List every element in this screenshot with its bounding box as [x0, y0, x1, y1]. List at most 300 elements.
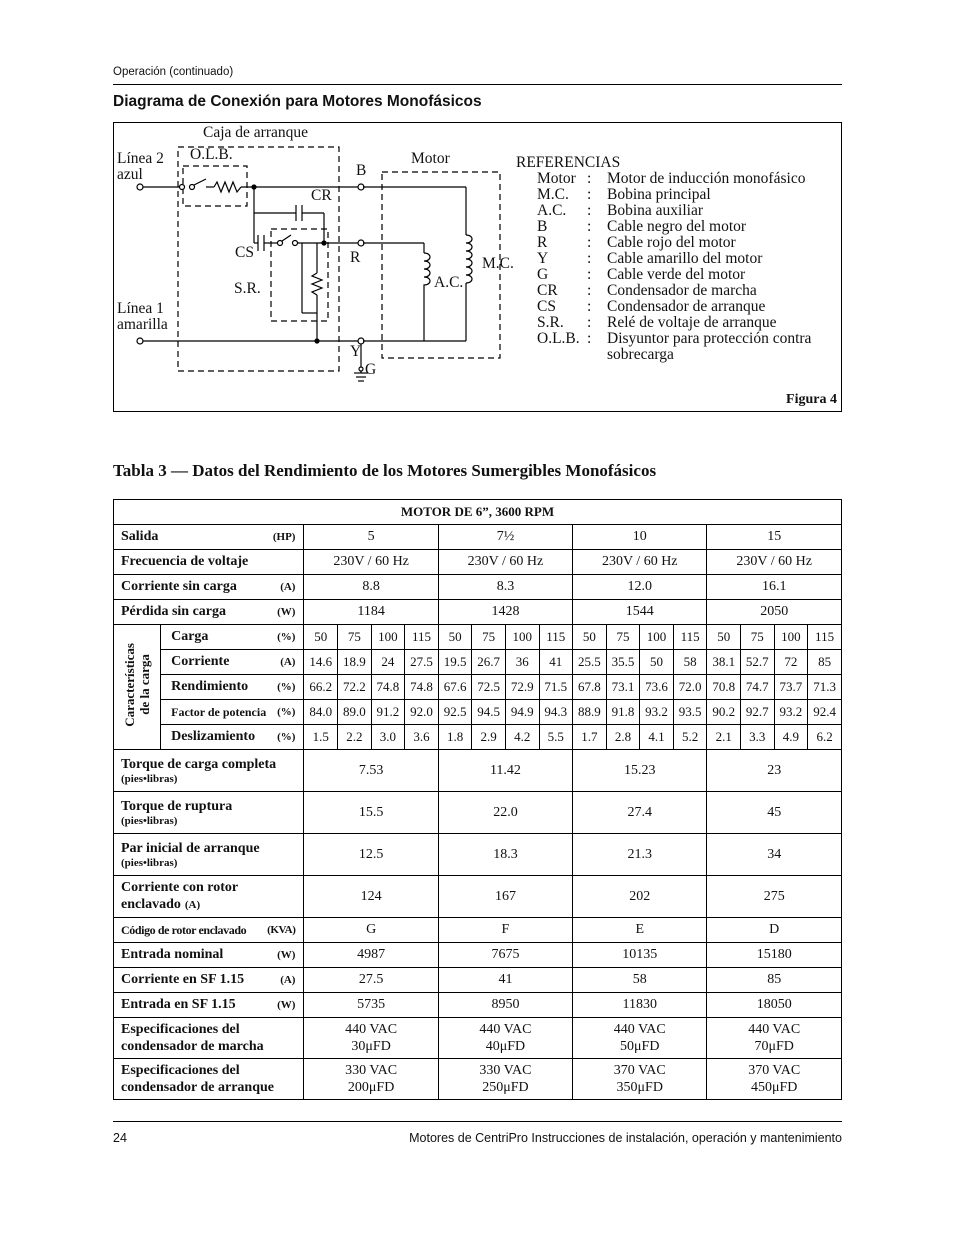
row-unit: (HP) [272, 531, 296, 543]
table-cell: 71.5 [539, 675, 573, 700]
sr-label: S.R. [234, 280, 261, 297]
table-cell [707, 1059, 842, 1100]
cap-capacitance: 250μFD [482, 1080, 529, 1095]
line2-color-label: azul [117, 166, 143, 183]
table-cell [304, 1059, 438, 1100]
table-cell: 6.2 [808, 725, 842, 750]
table-cell: 2.2 [338, 725, 372, 750]
table-cell: 27.5 [304, 968, 438, 993]
row-label [114, 550, 304, 575]
header-rule [113, 84, 842, 85]
row-label-text: Torque de ruptura [121, 798, 233, 814]
table-cell: 50 [573, 625, 607, 650]
cap-capacitance: 50μFD [620, 1039, 660, 1054]
load-group-line-1: Características [122, 642, 138, 727]
load-group-label [114, 625, 161, 750]
table-cell: 1.8 [438, 725, 472, 750]
table-row [114, 700, 842, 725]
cap-voltage: 330 VAC [479, 1063, 532, 1078]
table-cell: 91.2 [371, 700, 405, 725]
table-cell: 2050 [707, 600, 842, 625]
table-cell: 58 [573, 968, 707, 993]
reference-item [516, 187, 837, 203]
table-cell: 3.6 [405, 725, 439, 750]
row-label [114, 750, 304, 792]
reference-colon: : [587, 330, 592, 347]
table-cell: 50 [304, 625, 338, 650]
motor-label: Motor [411, 150, 450, 167]
table-row [114, 968, 842, 993]
table-cell: 15.23 [573, 750, 707, 792]
row-label-text: Especificaciones del [121, 1063, 240, 1078]
row-label-text-2: condensador de marcha [121, 1039, 264, 1054]
table-cell: 230V / 60 Hz [438, 550, 572, 575]
table-cell: 4.9 [774, 725, 808, 750]
table-cell: 58 [673, 650, 707, 675]
table-cell: 50 [707, 625, 741, 650]
table-cell: 15 [707, 525, 842, 550]
table-cell: 22.0 [438, 792, 572, 834]
table-cell: 12.5 [304, 834, 438, 876]
table-cell: 5.5 [539, 725, 573, 750]
reference-item [516, 219, 837, 235]
cap-voltage: 440 VAC [613, 1022, 666, 1037]
cap-voltage: 440 VAC [748, 1022, 801, 1037]
table-cell: 93.2 [774, 700, 808, 725]
mc-label: M.C. [482, 255, 514, 272]
row-unit: (A) [280, 656, 296, 668]
table-cell: 230V / 60 Hz [304, 550, 438, 575]
table-row [114, 675, 842, 700]
reference-item [516, 315, 837, 331]
row-label-text: Corriente con rotor [121, 880, 239, 895]
references-list [516, 155, 837, 363]
table-cell: 45 [707, 792, 842, 834]
table-cell: 75 [740, 625, 774, 650]
wiring-diagram-figure [113, 122, 842, 412]
table-cell: 4987 [304, 943, 438, 968]
row-label [114, 918, 304, 943]
table-cell: 10 [573, 525, 707, 550]
row-unit: (pies•libras) [121, 814, 178, 827]
table-row [114, 993, 842, 1018]
table-cell: 72.9 [505, 675, 539, 700]
table-cell: 230V / 60 Hz [707, 550, 842, 575]
table-cell: 14.6 [304, 650, 338, 675]
table-row [114, 1018, 842, 1059]
table-cell: G [304, 918, 438, 943]
table-cell: 52.7 [740, 650, 774, 675]
table-cell: 94.3 [539, 700, 573, 725]
row-unit: (W) [277, 949, 296, 961]
table-cell: 8.8 [304, 575, 438, 600]
r-label: R [350, 249, 361, 266]
row-label [114, 1018, 304, 1059]
reference-key: A.C. [537, 202, 567, 219]
table-cell: 85 [808, 650, 842, 675]
table-cell: 100 [640, 625, 674, 650]
table-cell: 115 [673, 625, 707, 650]
table-cell: 67.8 [573, 675, 607, 700]
table-cell: F [438, 918, 572, 943]
table-header: MOTOR DE 6”, 3600 RPM [114, 500, 842, 525]
performance-table [113, 499, 842, 1100]
row-label-text: Frecuencia de voltaje [121, 554, 249, 569]
table-cell: 100 [505, 625, 539, 650]
b-label: B [356, 162, 367, 179]
table-row [114, 725, 842, 750]
reference-colon: : [587, 282, 592, 299]
start-box-label: Caja de arranque [203, 124, 308, 141]
table-cell: 24 [371, 650, 405, 675]
reference-value: Bobina auxiliar [607, 202, 703, 219]
line1-label: Línea 1 [117, 300, 164, 317]
reference-key: B [537, 218, 548, 235]
reference-value: Cable amarillo del motor [607, 250, 763, 267]
cap-capacitance: 40μFD [485, 1039, 526, 1054]
reference-colon: : [587, 234, 592, 251]
reference-key: G [537, 266, 549, 283]
table-cell: 8.3 [438, 575, 572, 600]
row-label [114, 600, 304, 625]
ac-label: A.C. [434, 274, 464, 291]
table-cell: 71.3 [808, 675, 842, 700]
cap-voltage: 440 VAC [345, 1022, 398, 1037]
reference-colon: : [587, 170, 592, 187]
table-row [114, 525, 842, 550]
row-label-text: Pérdida sin carga [121, 604, 226, 619]
footer-rule [113, 1121, 842, 1122]
table-cell: 93.5 [673, 700, 707, 725]
reference-item [516, 267, 837, 283]
table-row [114, 876, 842, 918]
row-label-text-2: condensador de arranque [121, 1080, 274, 1095]
table-cell: 72 [774, 650, 808, 675]
row-label-text: Corriente en SF 1.15 [121, 972, 245, 987]
table-cell [707, 1018, 842, 1059]
row-label-text-2: enclavado [121, 897, 181, 912]
table-cell: 94.9 [505, 700, 539, 725]
row-label-text: Entrada en SF 1.15 [121, 997, 236, 1012]
table-row [114, 1059, 842, 1100]
table-cell: D [707, 918, 842, 943]
table-cell: 92.4 [808, 700, 842, 725]
reference-key: M.C. [537, 186, 569, 203]
row-unit: (A) [184, 899, 201, 911]
table-cell: 75 [472, 625, 506, 650]
table-row [114, 625, 842, 650]
table-cell: 41 [539, 650, 573, 675]
cap-capacitance: 200μFD [347, 1080, 395, 1095]
row-label-text: Par inicial de arranque [121, 840, 260, 856]
table-cell: 4.2 [505, 725, 539, 750]
table-cell: 230V / 60 Hz [573, 550, 707, 575]
table-cell: 11830 [573, 993, 707, 1018]
table-cell: 35.5 [606, 650, 640, 675]
row-unit: (W) [277, 606, 296, 618]
table-cell: 7675 [438, 943, 572, 968]
table-cell: 1.7 [573, 725, 607, 750]
table-cell: 25.5 [573, 650, 607, 675]
row-label-text: Corriente sin carga [121, 579, 237, 594]
row-label [114, 993, 304, 1018]
table-cell: 4.1 [640, 725, 674, 750]
reference-item [516, 251, 837, 267]
load-group-text [122, 643, 152, 727]
table-cell: 8950 [438, 993, 572, 1018]
table-cell: 7½ [438, 525, 572, 550]
table-cell: 23 [707, 750, 842, 792]
row-label-text: Salida [121, 529, 159, 544]
table-cell: 18050 [707, 993, 842, 1018]
references-title: REFERENCIAS [516, 154, 621, 171]
table-cell [573, 1018, 707, 1059]
reference-value: Condensador de arranque [607, 298, 766, 315]
cap-voltage: 330 VAC [345, 1063, 398, 1078]
table-cell: 5 [304, 525, 438, 550]
row-label [114, 876, 304, 918]
table-cell: 27.4 [573, 792, 707, 834]
cap-voltage: 370 VAC [748, 1063, 801, 1078]
table-cell: 74.8 [371, 675, 405, 700]
table-cell: 5.2 [673, 725, 707, 750]
g-label: G [365, 361, 377, 378]
reference-colon: : [587, 314, 592, 331]
reference-colon: : [587, 298, 592, 315]
reference-colon: : [587, 250, 592, 267]
row-label-text: Deslizamiento [171, 729, 256, 744]
row-unit: (pies•libras) [121, 772, 178, 785]
row-unit: (%) [277, 706, 296, 718]
cap-capacitance: 70μFD [754, 1039, 794, 1054]
figure-label: Figura 4 [786, 392, 837, 407]
table-cell: 50 [640, 650, 674, 675]
row-label [114, 943, 304, 968]
row-label-text: Torque de carga completa [121, 756, 277, 772]
table-cell: 72.5 [472, 675, 506, 700]
table-cell [304, 1018, 438, 1059]
cap-voltage: 440 VAC [479, 1022, 532, 1037]
table-cell: 16.1 [707, 575, 842, 600]
reference-value: Relé de voltaje de arranque [607, 314, 777, 331]
table-cell: 88.9 [573, 700, 607, 725]
row-label-text: Factor de potencia [171, 704, 267, 719]
olb-label: O.L.B. [190, 146, 233, 163]
table-row [114, 918, 842, 943]
table-cell: 18.3 [438, 834, 572, 876]
line2-label: Línea 2 [117, 150, 164, 167]
table-cell: 115 [539, 625, 573, 650]
reference-key: CR [537, 282, 558, 299]
table-cell: 124 [304, 876, 438, 918]
reference-item [516, 235, 837, 251]
reference-item [516, 331, 837, 363]
table-cell: 93.2 [640, 700, 674, 725]
cap-voltage: 370 VAC [613, 1063, 666, 1078]
table-row [114, 750, 842, 792]
table-cell: 100 [371, 625, 405, 650]
row-label [161, 725, 304, 750]
reference-item [516, 171, 837, 187]
table-row [114, 550, 842, 575]
table-cell: 12.0 [573, 575, 707, 600]
table-row [114, 575, 842, 600]
reference-key: O.L.B. [537, 330, 580, 347]
table-cell: 19.5 [438, 650, 472, 675]
table-cell: 34 [707, 834, 842, 876]
table-cell: 7.53 [304, 750, 438, 792]
row-unit: (%) [277, 631, 296, 643]
row-label [161, 625, 304, 650]
diagram-title: Diagrama de Conexión para Motores Monofásicos [113, 93, 482, 110]
row-label-text: Corriente [171, 654, 230, 669]
reference-item [516, 283, 837, 299]
table-cell: 73.6 [640, 675, 674, 700]
table-cell: 75 [338, 625, 372, 650]
table-cell: 38.1 [707, 650, 741, 675]
table-cell: 21.3 [573, 834, 707, 876]
table-cell: 18.9 [338, 650, 372, 675]
reference-colon: : [587, 202, 592, 219]
reference-key: Y [537, 250, 549, 267]
table-cell: 202 [573, 876, 707, 918]
table-cell: 73.1 [606, 675, 640, 700]
cap-capacitance: 350μFD [616, 1080, 663, 1095]
table-cell: E [573, 918, 707, 943]
reference-value: Disyuntor para protección contra sobrecarga [607, 330, 812, 363]
table-cell: 73.7 [774, 675, 808, 700]
table-cell: 2.9 [472, 725, 506, 750]
table-cell: 66.2 [304, 675, 338, 700]
line1-color-label: amarilla [117, 316, 168, 333]
table-cell: 70.8 [707, 675, 741, 700]
row-label [161, 675, 304, 700]
table-cell: 1428 [438, 600, 572, 625]
reference-value: Motor de inducción monofásico [607, 170, 806, 187]
table-cell: 1184 [304, 600, 438, 625]
table-cell: 15.5 [304, 792, 438, 834]
running-header: Operación (continuado) [113, 66, 234, 78]
y-label: Y [350, 343, 362, 360]
cr-label: CR [311, 187, 332, 204]
load-group-line-2: de la carga [137, 654, 153, 715]
row-label [114, 525, 304, 550]
reference-value: Cable negro del motor [607, 218, 747, 235]
table-cell: 27.5 [405, 650, 439, 675]
table-cell: 1.5 [304, 725, 338, 750]
table-cell: 167 [438, 876, 572, 918]
row-unit: (A) [280, 581, 296, 593]
reference-key: R [537, 234, 548, 251]
row-unit: (pies•libras) [121, 856, 178, 869]
reference-colon: : [587, 266, 592, 283]
table-cell: 84.0 [304, 700, 338, 725]
table-cell: 26.7 [472, 650, 506, 675]
table-row [114, 792, 842, 834]
row-label [114, 792, 304, 834]
row-label [114, 968, 304, 993]
row-label [161, 650, 304, 675]
table-cell: 72.2 [338, 675, 372, 700]
row-label [114, 1059, 304, 1100]
table-cell: 89.0 [338, 700, 372, 725]
table-caption: Tabla 3 — Datos del Rendimiento de los Motores Sumergibles Monofásicos [113, 461, 657, 480]
row-unit: (%) [277, 731, 296, 743]
reference-item [516, 203, 837, 219]
table-cell [438, 1018, 572, 1059]
table-cell: 10135 [573, 943, 707, 968]
table-cell: 100 [774, 625, 808, 650]
row-label-text: Código de rotor enclavado [121, 922, 247, 937]
table-cell: 67.6 [438, 675, 472, 700]
table-cell: 75 [606, 625, 640, 650]
cap-capacitance: 30μFD [351, 1039, 391, 1054]
table-cell: 74.7 [740, 675, 774, 700]
row-unit: (W) [277, 999, 296, 1011]
table-cell: 2.1 [707, 725, 741, 750]
reference-key: S.R. [537, 314, 564, 331]
table-cell: 85 [707, 968, 842, 993]
table-row [114, 834, 842, 876]
table-cell: 1544 [573, 600, 707, 625]
row-label-text: Carga [171, 629, 209, 644]
table-cell: 115 [405, 625, 439, 650]
table-cell: 11.42 [438, 750, 572, 792]
table-cell [438, 1059, 572, 1100]
table-cell: 92.7 [740, 700, 774, 725]
table-cell: 94.5 [472, 700, 506, 725]
table-cell: 115 [808, 625, 842, 650]
table-cell: 74.8 [405, 675, 439, 700]
table-row [114, 943, 842, 968]
table-cell: 2.8 [606, 725, 640, 750]
table-cell: 92.0 [405, 700, 439, 725]
table-cell: 50 [438, 625, 472, 650]
table-cell: 91.8 [606, 700, 640, 725]
table-cell: 275 [707, 876, 842, 918]
table-row [114, 650, 842, 675]
table-cell: 3.0 [371, 725, 405, 750]
page-number: 24 [113, 1131, 127, 1145]
cs-label: CS [235, 244, 254, 261]
table-row [114, 600, 842, 625]
reference-key: Motor [537, 170, 576, 187]
table-cell: 90.2 [707, 700, 741, 725]
reference-value: Cable verde del motor [607, 266, 746, 283]
row-label-text: Rendimiento [171, 679, 249, 694]
row-label [161, 700, 304, 725]
reference-value: Cable rojo del motor [607, 234, 736, 251]
table-cell: 92.5 [438, 700, 472, 725]
table-cell: 15180 [707, 943, 842, 968]
table-cell [573, 1059, 707, 1100]
reference-colon: : [587, 186, 592, 203]
reference-key: CS [537, 298, 556, 315]
row-label [114, 834, 304, 876]
row-unit: (KVA) [267, 924, 296, 936]
cap-capacitance: 450μFD [751, 1080, 798, 1095]
table-cell: 72.0 [673, 675, 707, 700]
table-cell: 3.3 [740, 725, 774, 750]
document-title: Motores de CentriPro Instrucciones de instalación, operación y mantenimiento [409, 1131, 842, 1145]
reference-value: Condensador de marcha [607, 282, 757, 299]
reference-colon: : [587, 218, 592, 235]
row-label-text: Entrada nominal [121, 947, 224, 962]
row-label-text: Especificaciones del [121, 1022, 240, 1037]
row-label [114, 575, 304, 600]
table-cell: 41 [438, 968, 572, 993]
row-unit: (A) [280, 974, 296, 986]
